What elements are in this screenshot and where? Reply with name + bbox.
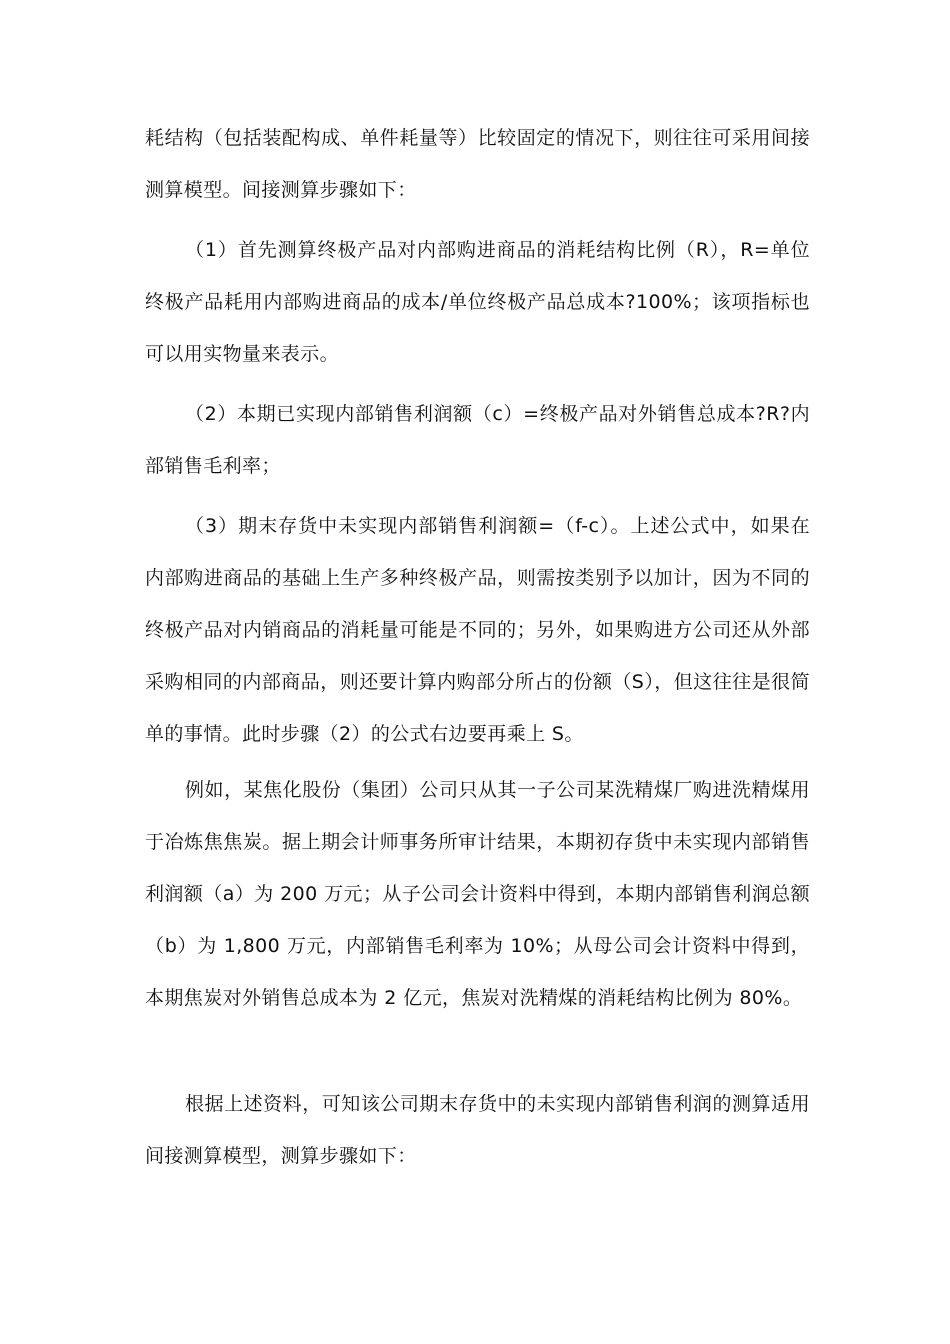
paragraph-step-3: （3）期末存货中未实现内部销售利润额=（f-c）。上述公式中，如果在内部购进商品的基础上生产多种终极产品，则需按类别予以加计，因为不同的终极产品对内销商品的消耗量可能是不同的；另外，如果购进方公司还从外部采购相同的内部商品，则还要计算内购部分所占的份额（S），但这往往是很简单的事情。此时步骤（2）的公式右边要再乘上 S。: [145, 515, 810, 745]
paragraph-step-2: （2）本期已实现内部销售利润额（c）=终极产品对外销售总成本?R?内部销售毛利率；: [145, 403, 810, 477]
paragraph-example: 例如，某焦化股份（集团）公司只从其一子公司某洗精煤厂购进洗精煤用于冶炼焦焦炭。据上期会计师事务所审计结果，本期初存货中未实现内部销售利润额（a）为 200 万元；从子公司会计资料中得到，本期内部销售利润总额（b）为 1,800 万元，内部销售毛利率为 10%；从母公司会计资料中得到，本期焦炭对外销售总成本为 2 亿元，焦炭对洗精煤的消耗结构比例为 80%。: [145, 779, 810, 1009]
paragraph-conclusion: 根据上述资料，可知该公司期末存货中的未实现内部销售利润的测算适用间接测算模型，测算步骤如下：: [145, 1093, 810, 1167]
paragraph-step-1: （1）首先测算终极产品对内部购进商品的消耗结构比例（R），R=单位终极产品耗用内部购进商品的成本/单位终极产品总成本?100%；该项指标也可以用实物量来表示。: [145, 239, 810, 365]
paragraph-continuation: 耗结构（包括装配构成、单件耗量等）比较固定的情况下，则往往可采用间接测算模型。间接测算步骤如下：: [145, 127, 810, 201]
